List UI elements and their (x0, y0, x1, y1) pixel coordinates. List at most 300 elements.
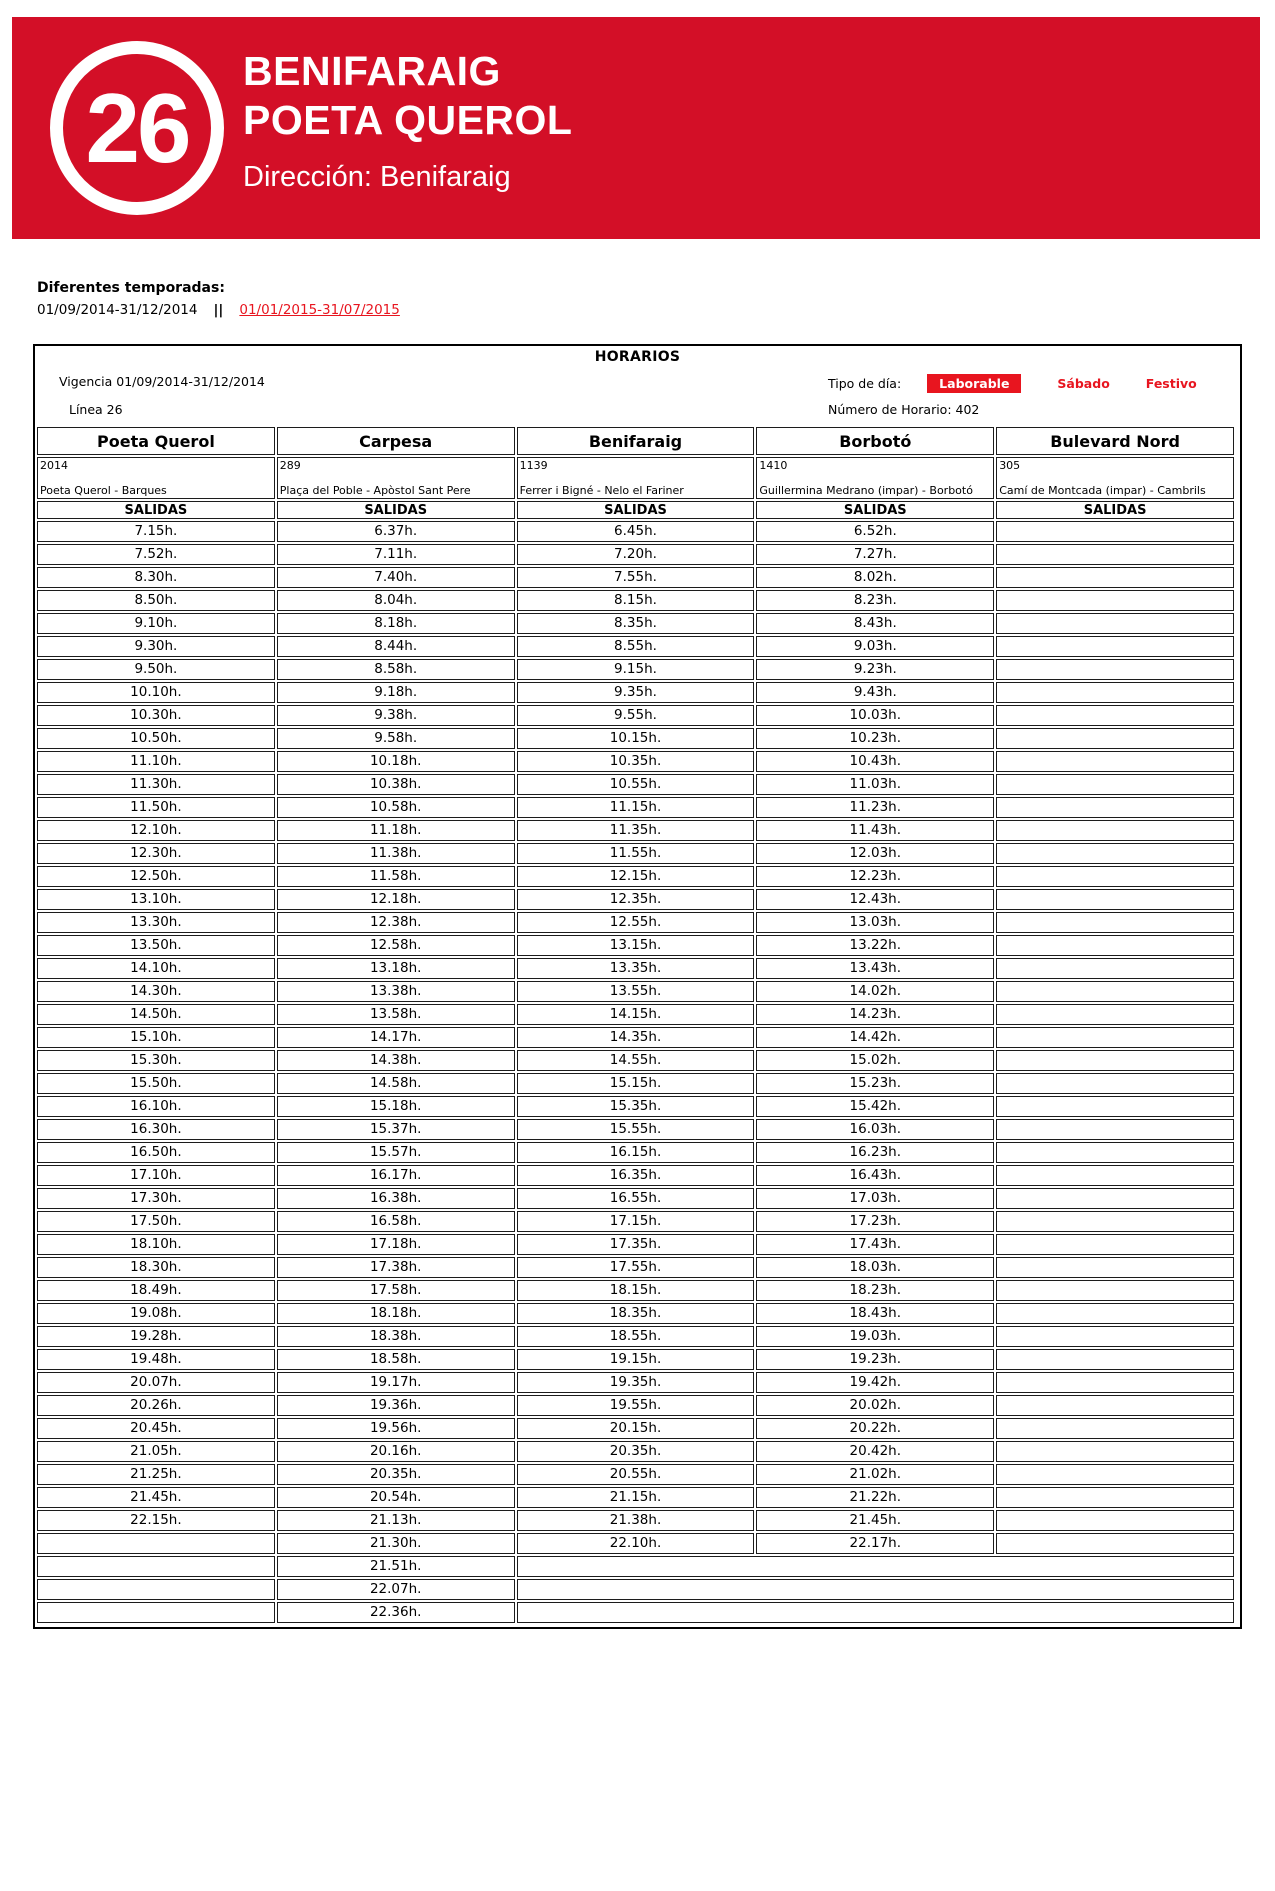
time-cell: 10.15h. (517, 728, 755, 749)
route-origin: BENIFARAIG (243, 48, 501, 94)
time-cell: 8.18h. (277, 613, 515, 634)
route-destination: POETA QUEROL (243, 97, 573, 143)
time-cell: 19.56h. (277, 1418, 515, 1439)
time-cell: 10.58h. (277, 797, 515, 818)
time-cell: 19.28h. (37, 1326, 275, 1347)
time-cell: 8.44h. (277, 636, 515, 657)
time-cell: 17.58h. (277, 1280, 515, 1301)
time-cell: 7.15h. (37, 521, 275, 542)
time-cell (996, 1326, 1234, 1347)
time-cell: 6.45h. (517, 521, 755, 542)
stop-code: 1139 (519, 459, 548, 472)
salidas-row (37, 501, 1234, 519)
time-cell: 17.03h. (756, 1188, 994, 1209)
time-cell: 14.38h. (277, 1050, 515, 1071)
table-row (37, 843, 1234, 864)
time-cell: 21.15h. (517, 1487, 755, 1508)
time-cell: 11.38h. (277, 843, 515, 864)
time-cell (996, 1188, 1234, 1209)
time-cell (517, 1602, 1234, 1623)
time-cell: 21.25h. (37, 1464, 275, 1485)
stop-info-row (37, 457, 1234, 499)
table-row (37, 1119, 1234, 1140)
table-row (37, 935, 1234, 956)
time-cell: 21.51h. (277, 1556, 515, 1577)
table-row (37, 1510, 1234, 1531)
time-cell: 16.10h. (37, 1096, 275, 1117)
time-cell: 14.42h. (756, 1027, 994, 1048)
table-row (37, 1326, 1234, 1347)
time-cell: 13.30h. (37, 912, 275, 933)
time-cell (37, 1579, 275, 1600)
time-cell: 10.55h. (517, 774, 755, 795)
table-row (37, 1234, 1234, 1255)
board-info (59, 374, 1220, 417)
time-cell (996, 682, 1234, 703)
table-row (37, 1280, 1234, 1301)
time-cell: 18.43h. (756, 1303, 994, 1324)
time-cell: 11.58h. (277, 866, 515, 887)
time-cell: 15.57h. (277, 1142, 515, 1163)
time-cell: 21.05h. (37, 1441, 275, 1462)
time-cell: 12.55h. (517, 912, 755, 933)
stop-info-cell (517, 457, 755, 499)
time-cell: 16.43h. (756, 1165, 994, 1186)
table-row (37, 613, 1234, 634)
time-cell: 11.15h. (517, 797, 755, 818)
time-cell: 13.03h. (756, 912, 994, 933)
time-cell: 15.35h. (517, 1096, 755, 1117)
time-cell (996, 797, 1234, 818)
time-cell: 11.55h. (517, 843, 755, 864)
salidas-cell: SALIDAS (37, 501, 275, 519)
time-cell: 16.23h. (756, 1142, 994, 1163)
time-cell: 16.58h. (277, 1211, 515, 1232)
time-cell: 17.30h. (37, 1188, 275, 1209)
time-cell: 10.50h. (37, 728, 275, 749)
time-cell: 20.35h. (517, 1441, 755, 1462)
table-row (37, 1464, 1234, 1485)
time-cell (996, 774, 1234, 795)
time-cell (37, 1556, 275, 1577)
time-cell (996, 1211, 1234, 1232)
time-cell: 8.04h. (277, 590, 515, 611)
horarios-board (33, 344, 1242, 1629)
stop-name: Guillermina Medrano (impar) - Borbotó (759, 484, 973, 497)
time-cell: 22.36h. (277, 1602, 515, 1623)
table-row (37, 797, 1234, 818)
time-cell (37, 1533, 275, 1554)
time-cell: 17.55h. (517, 1257, 755, 1278)
salidas-cell: SALIDAS (996, 501, 1234, 519)
time-cell: 14.50h. (37, 1004, 275, 1025)
time-cell (996, 820, 1234, 841)
time-cell: 18.38h. (277, 1326, 515, 1347)
time-cell: 21.45h. (756, 1510, 994, 1531)
time-cell: 16.15h. (517, 1142, 755, 1163)
time-cell: 18.55h. (517, 1326, 755, 1347)
time-cell: 10.10h. (37, 682, 275, 703)
time-cell: 20.26h. (37, 1395, 275, 1416)
board-title: HORARIOS (594, 349, 681, 365)
time-cell: 11.18h. (277, 820, 515, 841)
time-cell: 15.42h. (756, 1096, 994, 1117)
time-cell (37, 1602, 275, 1623)
table-row (37, 521, 1234, 542)
time-cell (996, 544, 1234, 565)
time-cell: 10.18h. (277, 751, 515, 772)
time-cell: 15.23h. (756, 1073, 994, 1094)
time-cell (996, 751, 1234, 772)
time-cell: 10.43h. (756, 751, 994, 772)
time-cell (996, 590, 1234, 611)
time-cell: 14.35h. (517, 1027, 755, 1048)
time-cell (996, 1395, 1234, 1416)
time-cell (996, 1165, 1234, 1186)
times-body (37, 521, 1234, 1623)
time-cell (517, 1579, 1234, 1600)
time-cell (996, 1119, 1234, 1140)
time-cell: 9.30h. (37, 636, 275, 657)
time-cell: 18.49h. (37, 1280, 275, 1301)
time-cell: 12.35h. (517, 889, 755, 910)
time-cell (996, 1303, 1234, 1324)
salidas-cell: SALIDAS (277, 501, 515, 519)
time-cell (517, 1556, 1234, 1577)
table-row (37, 1050, 1234, 1071)
time-cell: 19.17h. (277, 1372, 515, 1393)
time-cell: 14.55h. (517, 1050, 755, 1071)
time-cell: 19.36h. (277, 1395, 515, 1416)
time-cell (996, 843, 1234, 864)
time-cell: 8.35h. (517, 613, 755, 634)
time-cell: 8.55h. (517, 636, 755, 657)
time-cell: 19.35h. (517, 1372, 755, 1393)
time-cell (996, 1533, 1234, 1554)
time-cell: 15.10h. (37, 1027, 275, 1048)
time-cell: 21.38h. (517, 1510, 755, 1531)
time-cell: 20.02h. (756, 1395, 994, 1416)
column-header: Benifaraig (517, 427, 755, 455)
time-cell: 12.15h. (517, 866, 755, 887)
stop-code: 2014 (40, 459, 68, 472)
table-row (37, 1579, 1234, 1600)
time-cell: 12.30h. (37, 843, 275, 864)
time-cell: 7.27h. (756, 544, 994, 565)
time-cell: 14.02h. (756, 981, 994, 1002)
table-row (37, 1418, 1234, 1439)
day-type-sabado[interactable]: Sábado (1057, 376, 1110, 391)
time-cell: 7.20h. (517, 544, 755, 565)
time-cell: 7.40h. (277, 567, 515, 588)
time-cell: 12.50h. (37, 866, 275, 887)
time-cell: 17.35h. (517, 1234, 755, 1255)
time-cell: 15.18h. (277, 1096, 515, 1117)
time-cell: 16.50h. (37, 1142, 275, 1163)
time-cell: 7.11h. (277, 544, 515, 565)
time-cell: 14.30h. (37, 981, 275, 1002)
line-banner (12, 17, 1260, 239)
time-cell: 12.58h. (277, 935, 515, 956)
time-cell: 16.30h. (37, 1119, 275, 1140)
time-cell: 15.55h. (517, 1119, 755, 1140)
time-cell: 10.30h. (37, 705, 275, 726)
time-cell: 8.23h. (756, 590, 994, 611)
time-cell (996, 981, 1234, 1002)
time-cell: 19.23h. (756, 1349, 994, 1370)
time-cell: 13.35h. (517, 958, 755, 979)
time-cell: 11.03h. (756, 774, 994, 795)
time-cell: 20.15h. (517, 1418, 755, 1439)
time-cell: 7.55h. (517, 567, 755, 588)
line-number-badge (50, 41, 224, 215)
stop-code: 305 (999, 459, 1021, 472)
time-cell: 14.58h. (277, 1073, 515, 1094)
time-cell: 15.37h. (277, 1119, 515, 1140)
banner-titles (243, 47, 572, 194)
time-cell: 17.43h. (756, 1234, 994, 1255)
salidas-cell: SALIDAS (756, 501, 994, 519)
time-cell: 20.45h. (37, 1418, 275, 1439)
season-link[interactable]: 01/01/2015-31/07/2015 (239, 302, 400, 318)
table-row (37, 659, 1234, 680)
time-cell (996, 521, 1234, 542)
time-cell: 22.07h. (277, 1579, 515, 1600)
stop-code: 1410 (759, 459, 788, 472)
time-cell (996, 1004, 1234, 1025)
time-cell: 8.15h. (517, 590, 755, 611)
table-row (37, 682, 1234, 703)
board-info-left (59, 374, 265, 417)
table-row (37, 705, 1234, 726)
time-cell: 17.50h. (37, 1211, 275, 1232)
table-row (37, 774, 1234, 795)
table-row (37, 1556, 1234, 1577)
time-cell: 12.23h. (756, 866, 994, 887)
time-cell (996, 636, 1234, 657)
time-cell: 21.30h. (277, 1533, 515, 1554)
day-type-label: Tipo de día: (828, 376, 902, 391)
time-cell: 8.50h. (37, 590, 275, 611)
time-cell (996, 1234, 1234, 1255)
table-row (37, 1303, 1234, 1324)
seasons-line (37, 302, 400, 318)
time-cell: 13.43h. (756, 958, 994, 979)
time-cell (996, 1418, 1234, 1439)
day-type-laborable[interactable]: Laborable (927, 374, 1021, 393)
day-type-row (828, 374, 1220, 393)
line-number: 26 (85, 72, 189, 183)
time-cell: 20.07h. (37, 1372, 275, 1393)
time-cell: 8.02h. (756, 567, 994, 588)
column-header: Poeta Querol (37, 427, 275, 455)
time-cell: 19.55h. (517, 1395, 755, 1416)
table-row (37, 1257, 1234, 1278)
time-cell: 12.38h. (277, 912, 515, 933)
time-cell (996, 1050, 1234, 1071)
time-cell (996, 1372, 1234, 1393)
stop-name: Ferrer i Bigné - Nelo el Fariner (519, 484, 684, 497)
time-cell: 18.35h. (517, 1303, 755, 1324)
time-cell: 6.52h. (756, 521, 994, 542)
table-row (37, 1188, 1234, 1209)
time-cell: 17.23h. (756, 1211, 994, 1232)
time-cell (996, 705, 1234, 726)
table-row (37, 1073, 1234, 1094)
column-header: Bulevard Nord (996, 427, 1234, 455)
table-row (37, 1441, 1234, 1462)
time-cell: 19.03h. (756, 1326, 994, 1347)
time-cell: 11.35h. (517, 820, 755, 841)
time-cell: 21.02h. (756, 1464, 994, 1485)
table-row (37, 1027, 1234, 1048)
time-cell: 17.15h. (517, 1211, 755, 1232)
time-cell: 19.48h. (37, 1349, 275, 1370)
time-cell: 9.10h. (37, 613, 275, 634)
time-cell: 14.10h. (37, 958, 275, 979)
time-cell: 13.55h. (517, 981, 755, 1002)
time-cell: 18.15h. (517, 1280, 755, 1301)
time-cell: 15.30h. (37, 1050, 275, 1071)
time-cell: 20.35h. (277, 1464, 515, 1485)
time-cell: 8.43h. (756, 613, 994, 634)
time-cell: 15.02h. (756, 1050, 994, 1071)
time-cell (996, 567, 1234, 588)
time-cell: 9.55h. (517, 705, 755, 726)
table-row (37, 1211, 1234, 1232)
column-header: Borbotó (756, 427, 994, 455)
table-row (37, 981, 1234, 1002)
seasons-label: Diferentes temporadas: (37, 280, 225, 296)
time-cell: 10.38h. (277, 774, 515, 795)
table-row (37, 1349, 1234, 1370)
time-cell: 9.15h. (517, 659, 755, 680)
schedule-table (35, 425, 1236, 1625)
time-cell: 18.18h. (277, 1303, 515, 1324)
stop-info-cell (756, 457, 994, 499)
time-cell (996, 1464, 1234, 1485)
time-cell: 20.42h. (756, 1441, 994, 1462)
time-cell (996, 1257, 1234, 1278)
time-cell: 14.23h. (756, 1004, 994, 1025)
time-cell: 14.15h. (517, 1004, 755, 1025)
time-cell: 11.10h. (37, 751, 275, 772)
linea-text: Línea 26 (69, 402, 123, 417)
season-separator: || (213, 302, 224, 318)
time-cell: 16.35h. (517, 1165, 755, 1186)
time-cell (996, 1096, 1234, 1117)
time-cell: 16.03h. (756, 1119, 994, 1140)
table-row (37, 636, 1234, 657)
time-cell: 9.35h. (517, 682, 755, 703)
stop-code: 289 (279, 459, 301, 472)
table-row (37, 1487, 1234, 1508)
table-row (37, 1165, 1234, 1186)
time-cell (996, 958, 1234, 979)
table-row (37, 751, 1234, 772)
table-row (37, 866, 1234, 887)
time-cell: 8.58h. (277, 659, 515, 680)
time-cell: 21.22h. (756, 1487, 994, 1508)
table-row (37, 567, 1234, 588)
stop-name: Plaça del Poble - Apòstol Sant Pere (279, 484, 471, 497)
time-cell: 10.03h. (756, 705, 994, 726)
time-cell: 19.15h. (517, 1349, 755, 1370)
time-cell: 10.35h. (517, 751, 755, 772)
time-cell: 9.38h. (277, 705, 515, 726)
numero-horario-text: Número de Horario: 402 (828, 402, 980, 417)
table-row (37, 1096, 1234, 1117)
time-cell: 13.15h. (517, 935, 755, 956)
time-cell (996, 1510, 1234, 1531)
time-cell: 15.15h. (517, 1073, 755, 1094)
time-cell (996, 728, 1234, 749)
day-type-festivo[interactable]: Festivo (1145, 376, 1197, 391)
table-row (37, 1142, 1234, 1163)
time-cell: 9.18h. (277, 682, 515, 703)
column-header-row (37, 427, 1234, 455)
time-cell: 20.16h. (277, 1441, 515, 1462)
time-cell (996, 1280, 1234, 1301)
time-cell: 12.43h. (756, 889, 994, 910)
stop-name: Poeta Querol - Barques (40, 484, 167, 497)
time-cell: 20.54h. (277, 1487, 515, 1508)
time-cell: 13.50h. (37, 935, 275, 956)
table-row (37, 820, 1234, 841)
time-cell: 9.03h. (756, 636, 994, 657)
table-row (37, 590, 1234, 611)
time-cell (996, 912, 1234, 933)
time-cell: 22.15h. (37, 1510, 275, 1531)
time-cell: 14.17h. (277, 1027, 515, 1048)
time-cell: 18.10h. (37, 1234, 275, 1255)
table-row (37, 912, 1234, 933)
time-cell: 13.22h. (756, 935, 994, 956)
time-cell: 22.10h. (517, 1533, 755, 1554)
time-cell: 18.58h. (277, 1349, 515, 1370)
time-cell: 6.37h. (277, 521, 515, 542)
board-info-right (828, 374, 1220, 417)
time-cell: 17.18h. (277, 1234, 515, 1255)
time-cell: 16.17h. (277, 1165, 515, 1186)
time-cell (996, 889, 1234, 910)
time-cell (996, 613, 1234, 634)
vigencia-text: Vigencia 01/09/2014-31/12/2014 (59, 374, 265, 389)
time-cell: 12.18h. (277, 889, 515, 910)
time-cell: 20.55h. (517, 1464, 755, 1485)
table-row (37, 1372, 1234, 1393)
time-cell: 10.23h. (756, 728, 994, 749)
stop-info-cell (996, 457, 1234, 499)
time-cell: 11.43h. (756, 820, 994, 841)
time-cell: 11.23h. (756, 797, 994, 818)
table-row (37, 1533, 1234, 1554)
time-cell: 9.43h. (756, 682, 994, 703)
time-cell: 13.58h. (277, 1004, 515, 1025)
time-cell: 12.10h. (37, 820, 275, 841)
time-cell: 13.10h. (37, 889, 275, 910)
time-cell (996, 1349, 1234, 1370)
time-cell (996, 1142, 1234, 1163)
seasons-block (37, 280, 400, 318)
time-cell: 19.08h. (37, 1303, 275, 1324)
table-row (37, 1395, 1234, 1416)
stop-info-cell (37, 457, 275, 499)
time-cell: 7.52h. (37, 544, 275, 565)
time-cell: 18.03h. (756, 1257, 994, 1278)
time-cell: 11.50h. (37, 797, 275, 818)
season-current: 01/09/2014-31/12/2014 (37, 302, 198, 318)
